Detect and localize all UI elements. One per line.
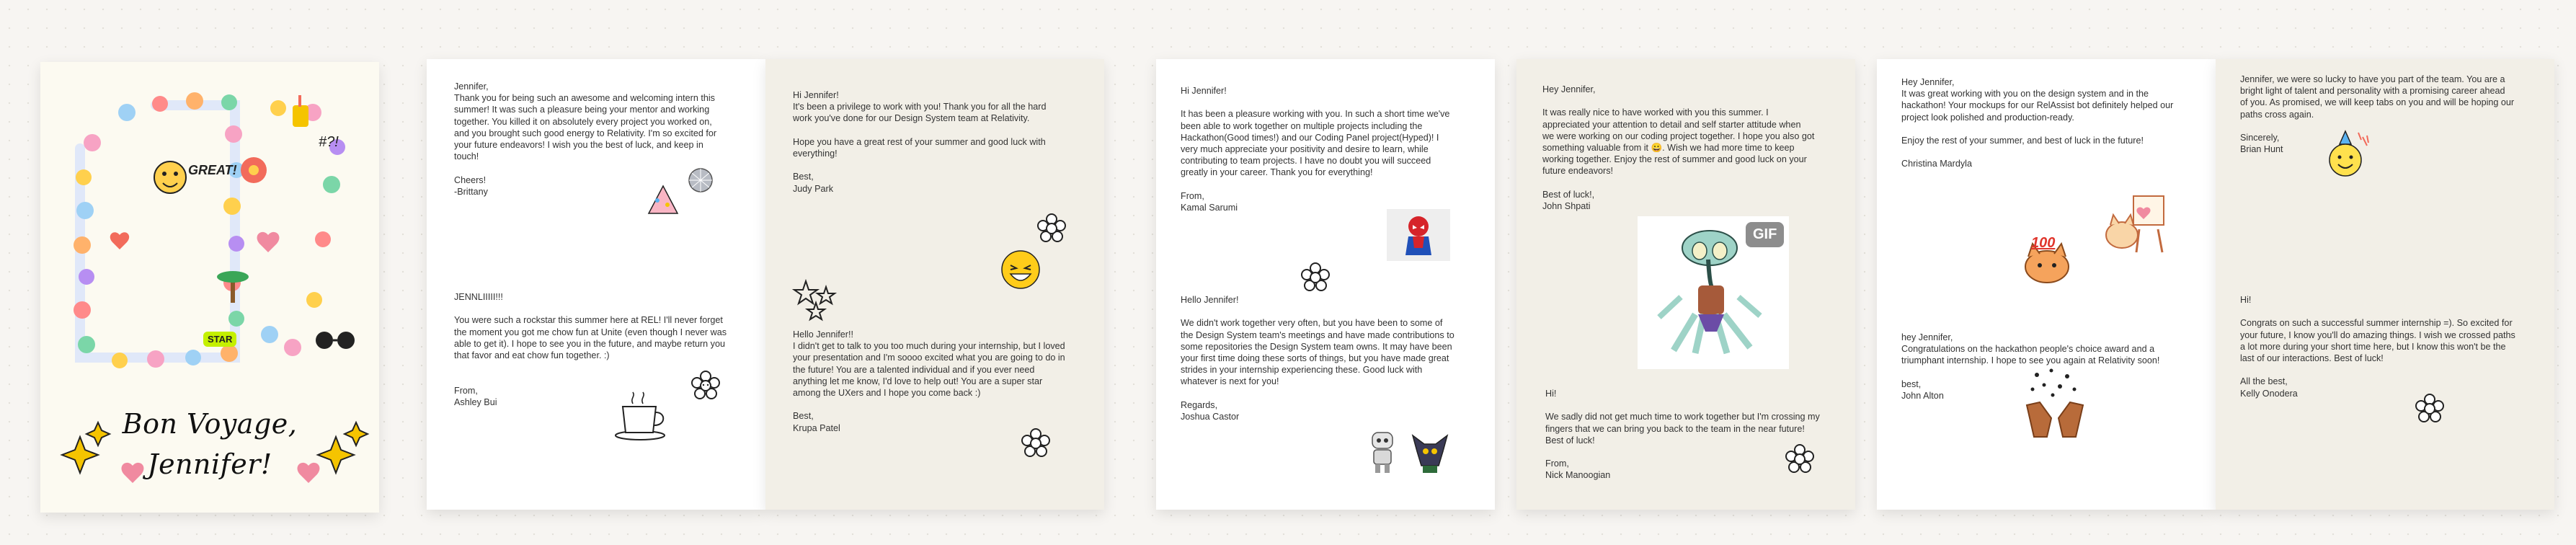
sticker-circle [186, 92, 203, 110]
sticker-circle [147, 350, 164, 368]
gif-badge: GIF [1746, 222, 1784, 247]
heart-icon [110, 232, 129, 249]
message-brian: Jennifer, we were so lucky to have you part of the team. You are a bright light of talent and personality with a promising career ahead of you. As promised, we will keep tabs on you and will be hoping our paths cross again. Sincerely, Brian Hunt [2240, 74, 2515, 155]
sticker-circle [76, 169, 92, 185]
sticker-circle [223, 198, 241, 215]
palm-tree-icon [217, 271, 249, 303]
flower-icon [2415, 394, 2445, 424]
message-ashley: JENNLIIIII!!! You were such a rockstar this summer here at REL! I'll never forget the moment you got me chow fun at Unite (even though I never was able to get it). I hope to see you in the future, and maybe return you that favor and eat chow fun together. :) From, Ashley Bui [454, 292, 727, 407]
message-krupa: Hello Jennifer!! I didn't get to talk to you too much during your internship, but I loved your presentation and I'm soooo excited what you are going to do in the future! You are a talented individual and if you ever need anything let me know, I'd love to help out! You are a super star among the UXers and I hope you come back :) Best, Krupa Patel [793, 329, 1065, 433]
sticker-circle [76, 202, 94, 219]
sticker-circle [74, 236, 91, 254]
sticker-circle [284, 339, 301, 356]
flower-icon [1021, 428, 1051, 458]
spread2-left-page [1156, 59, 1495, 510]
sticker-symbols-label: #?! [319, 134, 339, 150]
sticker-circle [152, 96, 168, 112]
sticker-collage [40, 62, 379, 513]
sticker-100-label: 100 [2031, 235, 2056, 251]
sticker-circle [306, 292, 322, 308]
sticker-circle [221, 345, 238, 362]
sticker-circle [221, 94, 237, 110]
message-kelly: Hi! Congrats on such a successful summer internship =). So excited for your future, I know you'll do amazing things. I wish we crossed paths a lot more during your short time here, but I know this won't be the last of our interactions. Best of luck! All the best, Kelly Onodera [2240, 295, 2515, 399]
cover-title-line1: Bon Voyage, [122, 408, 298, 440]
sticker-great-label: GREAT! [188, 163, 237, 177]
flower-icon [241, 157, 267, 183]
sticker-circle [315, 231, 331, 247]
party-sticker-icon [643, 179, 683, 219]
sticker-circle [112, 353, 128, 368]
sticker-circle [74, 301, 91, 319]
smiley-icon [154, 161, 186, 193]
message-john-alton: hey Jennifer, Congratulations on the hackathon people's choice award and a triumphant internship. I hope to see you again at Relativity soon! best, John Alton [1901, 332, 2160, 402]
spread1-left-page [427, 59, 765, 510]
spread1-right-page [765, 59, 1104, 510]
flower-icon [1785, 444, 1815, 474]
sticker-circle [118, 104, 136, 121]
flower-icon [690, 371, 721, 401]
cover-title-line2: Jennifer! [147, 448, 272, 480]
sticker-circle [84, 134, 101, 151]
sticker-star-label: STAR [203, 332, 236, 347]
laughing-smiley-icon [1000, 249, 1041, 290]
party-smiley-icon [2317, 128, 2374, 186]
sticker-circle [185, 350, 201, 365]
spiderman-icon [1387, 209, 1450, 261]
message-brittany: Jennifer, Thank you for being such an awesome and welcoming intern this summer! It was such a pleasure being your mentor and working together. You killed it on absolutely every project you worked on, and you brought such good energy to Relativity. I'm so excited for your future endeavors! I wish you the best of luck, and keep in touch! Cheers! -Brittany [454, 81, 717, 197]
sticker-circle [79, 269, 94, 285]
sticker-frame [74, 92, 345, 368]
message-christina: Hey Jennifer, It was great working with you on the design system and in the hackathon! Your mockups for our RelAssist bot definitely helped our project look polished and production-ready. Enjoy the rest of your summer, and best of luck in the future! Christina Mardyla [1901, 77, 2174, 169]
stitch-character-icon [1410, 430, 1450, 474]
sticker-circle [261, 326, 278, 343]
message-judy: Hi Jennifer! It's been a privilege to work with you! Thank you for all the hard work you've done for our Design System team at Relativity. Hope you have a great rest of your summer and good luck with everything! Best, Judy Park [793, 90, 1047, 194]
sticker-circle [228, 311, 244, 327]
sticker-circle [323, 176, 340, 193]
sunglasses-icon [316, 332, 355, 349]
spread3-left-page [1877, 59, 2216, 510]
spread3-right-page [2216, 59, 2554, 510]
heart-icon [257, 232, 280, 252]
cover-card [40, 62, 379, 513]
message-nick: Hi! We sadly did not get much time to work together but I'm crossing my fingers that we can bring you back to the team in the near future! Best of luck! From, Nick Manoogian [1545, 389, 1820, 481]
flower-icon [1300, 262, 1331, 293]
spread2-right-page [1516, 59, 1855, 510]
cat-painting-icon [2100, 193, 2169, 255]
disco-ball-icon [688, 167, 714, 193]
message-john-shpati: Hey Jennifer, It was really nice to have worked with you this summer. I appreciated your attention to detail and self starter attitude when we were working on our coding project together. I hope you also got something valuable from it 😀. Wish we had more time to keep working together. Enjoy the rest of summer and good luck on your future endeavors! Best of luck!, John Shpati [1542, 84, 1815, 212]
sticker-circle [228, 236, 244, 252]
stars-icon [793, 280, 838, 324]
sticker-circle [78, 336, 95, 353]
robot-icon [1365, 431, 1400, 474]
flower-icon [1036, 213, 1067, 244]
sticker-circle [270, 100, 286, 116]
coffee-cup-icon [611, 391, 669, 441]
clapping-hands-icon [2015, 368, 2095, 440]
message-kamal: Hi Jennifer! It has been a pleasure working with you. In such a short time we've been able to work together on multiple projects including the Hackathon(Good times!) and our Coding Panel project(Hyped)! I very much appreciate your positivity and desire to learn, while contributing to team projects. I have no doubt you will succeed greatly in your career. Thank you for everything! From, Kamal Sarumi [1181, 86, 1450, 213]
drink-cup-icon [293, 95, 308, 127]
message-joshua: Hello Jennifer! We didn't work together very often, but you have been to some of the Design System team's meetings and have made contributions to some repositories the Design System team owns. It may have been your first time doing these sorts of things, but you have made great strides in your internship experiencing these. Good luck with whatever is next for you! Regards, Joshua Castor [1181, 295, 1454, 422]
sticker-circle [225, 125, 242, 143]
